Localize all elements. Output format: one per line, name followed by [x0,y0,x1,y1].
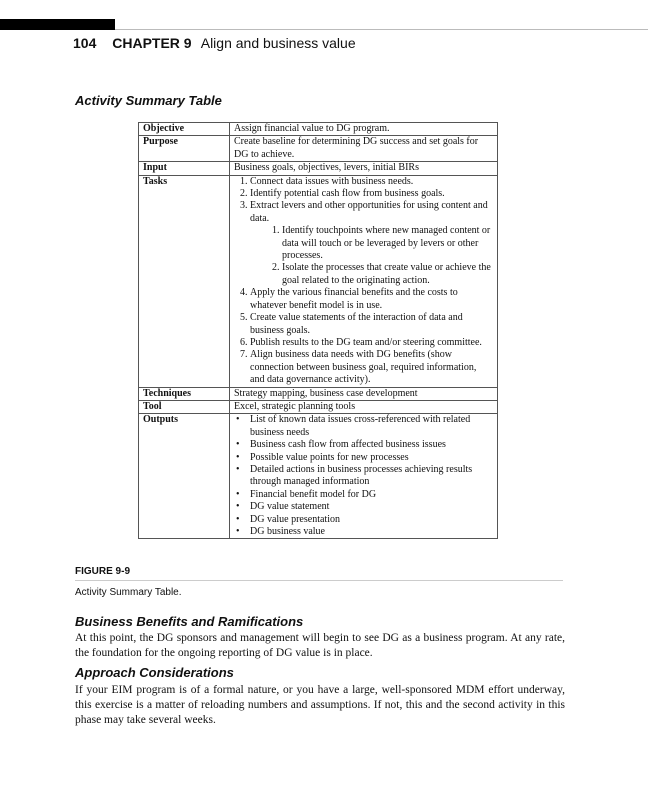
tasks-list [234,176,493,387]
list-item: • Possible value points for new processes [250,452,493,464]
benefits-paragraph: At this point, the DG sponsors and management will begin to see DG as a business program. At any rate, the foundation for the ongoing reporting of DG value is in place. [75,632,565,659]
tasks-label: Tasks [139,175,230,387]
chapter-title: Align and business value [200,35,356,51]
header-black-bar [0,19,115,30]
tool-value: Excel, strategic planning tools [230,400,498,413]
list-item: • List of known data issues cross-referenced with related business needs [250,414,493,439]
outputs-cell [230,414,498,539]
list-item: 2. Identify potential cash flow from business goals. [250,188,493,200]
chapter-label: CHAPTER 9 [112,35,192,51]
table-row [139,123,498,136]
list-item: • Detailed actions in business processes achieving results through managed information [250,464,493,489]
tasks-cell [230,175,498,387]
list-item: • Business cash flow from affected business issues [250,439,493,451]
page-number: 104 [73,35,97,51]
approach-heading: Approach Considerations [75,665,234,680]
header-rule [115,29,648,30]
list-item: 6. Publish results to the DG team and/or steering committee. [250,337,493,349]
outputs-list [234,414,493,538]
objective-label: Objective [139,123,230,136]
activity-summary-table [138,122,498,539]
techniques-label: Techniques [139,387,230,400]
running-header [73,35,356,51]
section-title: Activity Summary Table [75,93,222,108]
tool-label: Tool [139,400,230,413]
outputs-label: Outputs [139,414,230,539]
list-item: 1. Connect data issues with business needs. [250,176,493,188]
table-row [139,162,498,175]
task-text: Extract levers and other opportunities for using content and data. [250,200,488,224]
figure-label: FIGURE 9-9 [75,566,131,577]
approach-paragraph: If your EIM program is of a formal nature, or you have a large, well-sponsored MDM effort underway, this exercise is a matter of reloading numbers and assumptions. If not, this and the second activity in this phase may take several weeks. [75,684,565,726]
input-value: Business goals, objectives, levers, initial BIRs [230,162,498,175]
purpose-label: Purpose [139,136,230,162]
list-item: 1. Identify touchpoints where new managed content or data will touch or be leveraged by levers or other processes. [282,225,493,262]
list-item: • DG business value [250,526,493,538]
list-item: 5. Create value statements of the interaction of data and business goals. [250,312,493,337]
table-row [139,400,498,413]
table-row [139,136,498,162]
list-item: 2. Isolate the processes that create value or achieve the goal related to the originating action. [282,262,493,287]
list-item: • DG value statement [250,501,493,513]
table-row [139,414,498,539]
table-row [139,175,498,387]
benefits-heading: Business Benefits and Ramifications [75,614,304,629]
list-item [250,200,493,287]
table-row [139,387,498,400]
subtasks-list [250,225,493,287]
purpose-value: Create baseline for determining DG success and set goals for DG to achieve. [230,136,498,162]
list-item: • DG value presentation [250,514,493,526]
list-item: • Financial benefit model for DG [250,489,493,501]
figure-rule [75,580,563,581]
figure-caption: Activity Summary Table. [75,587,182,598]
input-label: Input [139,162,230,175]
objective-value: Assign financial value to DG program. [230,123,498,136]
techniques-value: Strategy mapping, business case development [230,387,498,400]
list-item: 7. Align business data needs with DG benefits (show connection between business goal, required information, and data governance activity). [250,349,493,386]
list-item: 4. Apply the various financial benefits and the costs to whatever benefit model is in use. [250,287,493,312]
